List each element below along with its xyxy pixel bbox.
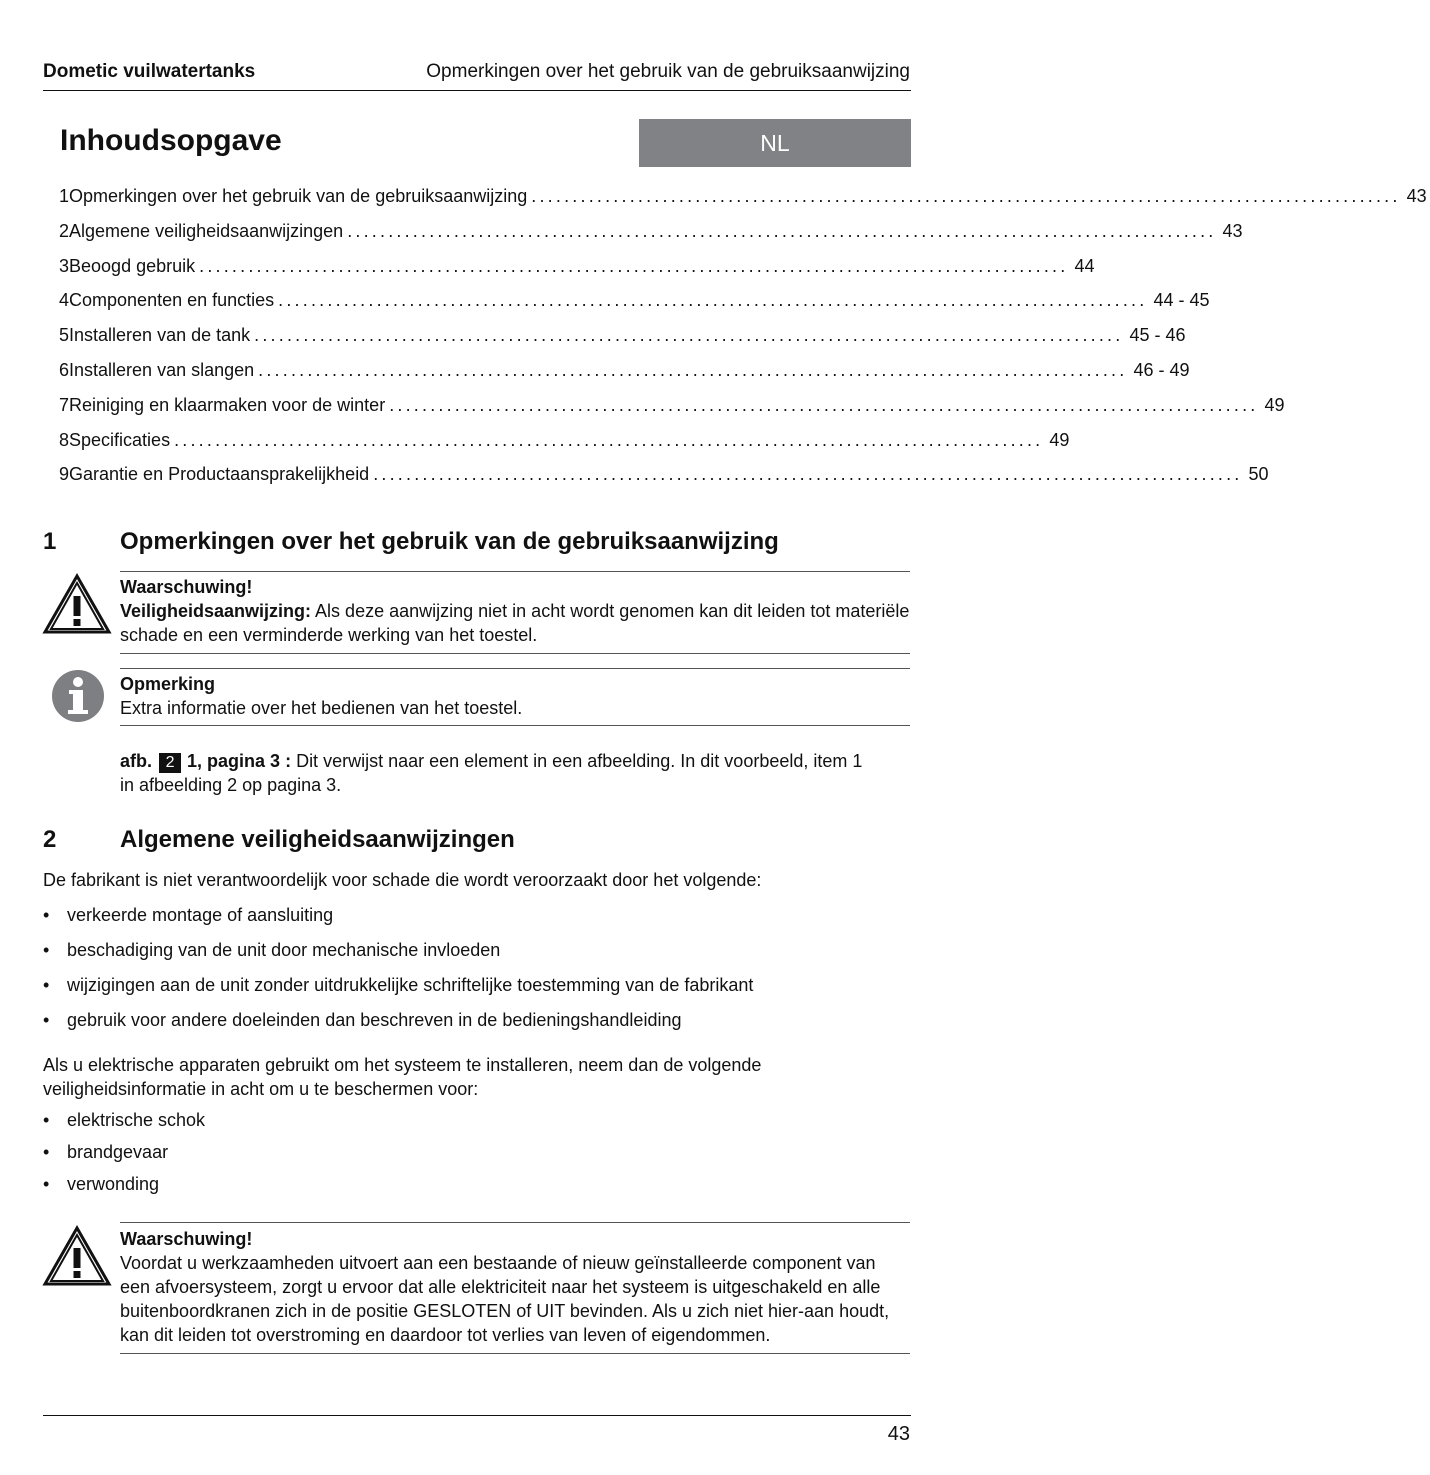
- toc-row[interactable]: [43, 186, 1427, 221]
- page-number: 43: [887, 1423, 910, 1445]
- toc-row[interactable]: [43, 359, 1190, 395]
- toc-number: 9: [59, 464, 70, 485]
- warning-heading: Waarschuwing!: [120, 1229, 253, 1249]
- warning-text: Als deze aanwijzing niet in acht wordt genomen kan dit leiden tot materiële schade en een verminderde werking van het toestel.: [120, 601, 910, 645]
- toc-page: 45 - 46: [1129, 325, 1186, 346]
- toc-title: Componenten en functies: [69, 290, 275, 311]
- warning-text: Voordat u werkzaamheden uitvoert aan een bestaande of nieuw geïnstalleerde component van een afvoersysteem, zorgt u ervoor dat alle elektriciteit naar het systeem is uitgeschakeld en alle buitenboordkranen zich in de positie GESLOTEN of UIT bevinden. Als u zich niet hier-aan houdt, kan dit leiden tot overstroming en daardoor tot verlies van leven of eigendommen.: [120, 1253, 890, 1345]
- list-item-text: verwonding: [67, 1174, 160, 1194]
- figure-reference-explanation: [120, 749, 880, 797]
- toc-page: 49: [1049, 429, 1070, 450]
- toc-number: 7: [59, 394, 70, 415]
- header-divider: [43, 90, 911, 91]
- toc-number: 3: [59, 255, 70, 276]
- toc-title: Specificaties: [69, 429, 171, 450]
- warning-bottom-rule: [120, 653, 910, 654]
- toc-row[interactable]: [43, 290, 1210, 325]
- toc-page: 43: [1222, 220, 1243, 241]
- reference-bold: 1, pagina 3 :: [187, 751, 292, 771]
- list-item: • brandgevaar: [43, 1142, 169, 1162]
- section-2-intro: De fabrikant is niet verantwoordelijk voor schade die wordt veroorzaakt door het volgende:: [43, 870, 762, 890]
- toc-page: 43: [1406, 186, 1427, 206]
- reference-text: Dit verwijst naar een element in een afbeelding. In dit voorbeeld, item 1 in afbeelding 2 op pagina 3.: [120, 751, 863, 795]
- warning-note-1: [120, 575, 910, 647]
- toc-row[interactable]: [43, 394, 1285, 430]
- reference-prefix: afb.: [120, 751, 153, 771]
- list-item: • verkeerde montage of aansluiting: [43, 905, 334, 925]
- list-item: • elektrische schok: [43, 1110, 206, 1130]
- section-2-number: 2: [43, 826, 57, 853]
- list-item: • wijzigingen aan de unit zonder uitdrukkelijke schriftelijke toestemming van de fabrikant: [43, 975, 754, 995]
- toc-page: 44: [1074, 255, 1095, 276]
- toc-page: 50: [1248, 464, 1269, 485]
- toc-leader-dots: ..........................................................................................................: [258, 359, 1128, 380]
- toc-page: 44 - 45: [1153, 290, 1210, 311]
- toc-title: Installeren van de tank: [69, 325, 251, 346]
- info-top-rule: [120, 668, 910, 669]
- list-item: • beschadiging van de unit door mechanische invloeden: [43, 940, 501, 960]
- toc-page: 49: [1264, 394, 1285, 415]
- toc-number: 8: [59, 429, 70, 450]
- toc-leader-dots: ..........................................................................................................: [389, 394, 1259, 415]
- page-title: Inhoudsopgave: [60, 124, 282, 157]
- toc-title: Algemene veiligheidsaanwijzingen: [69, 220, 344, 241]
- warning-bottom-rule: [120, 1353, 910, 1354]
- toc-number: 6: [59, 359, 70, 380]
- warning-top-rule: [120, 571, 910, 572]
- list-item-text: beschadiging van de unit door mechanische invloeden: [67, 940, 501, 960]
- toc-row[interactable]: [43, 325, 1186, 360]
- language-tab-label: NL: [760, 129, 790, 156]
- list-item-text: gebruik voor andere doeleinden dan beschreven in de bedieningshandleiding: [67, 1010, 682, 1030]
- warning-top-rule: [120, 1222, 910, 1223]
- list-item-text: verkeerde montage of aansluiting: [67, 905, 334, 925]
- section-1-title: Opmerkingen over het gebruik van de gebruiksaanwijzing: [120, 528, 779, 555]
- figure-number-badge: 2: [159, 753, 181, 773]
- info-bottom-rule: [120, 725, 910, 726]
- toc-row[interactable]: [43, 255, 1095, 291]
- toc-title: Beoogd gebruik: [69, 255, 196, 276]
- toc-leader-dots: ..........................................................................................................: [347, 220, 1217, 241]
- toc-leader-dots: ..........................................................................................................: [199, 255, 1069, 276]
- table-of-contents: [43, 186, 1427, 499]
- toc-title: Reiniging en klaarmaken voor de winter: [69, 394, 386, 415]
- header-product-name: Dometic vuilwatertanks: [43, 61, 256, 82]
- toc-row[interactable]: [43, 220, 1243, 256]
- section-2-paragraph: Als u elektrische apparaten gebruikt om het systeem te installeren, neem dan de volgende veiligheidsinformatie in acht om u te beschermen voor:: [43, 1055, 762, 1099]
- footer-divider: [43, 1415, 911, 1416]
- list-item: • gebruik voor andere doeleinden dan beschreven in de bedieningshandleiding: [43, 1010, 682, 1030]
- warning-triangle-icon: [43, 574, 111, 634]
- list-item-text: wijzigingen aan de unit zonder uitdrukkelijke schriftelijke toestemming van de fabrikant: [67, 975, 754, 995]
- info-heading: Opmerking: [120, 674, 216, 694]
- toc-leader-dots: ..........................................................................................................: [531, 186, 1401, 206]
- toc-leader-dots: ..........................................................................................................: [278, 290, 1148, 311]
- info-icon: [51, 669, 105, 723]
- list-item-text: elektrische schok: [67, 1110, 206, 1130]
- toc-title: Installeren van slangen: [69, 359, 255, 380]
- warning-heading: Waarschuwing!: [120, 577, 253, 597]
- toc-number: 1: [59, 186, 70, 206]
- language-tab: [639, 119, 911, 167]
- toc-row[interactable]: [43, 429, 1070, 465]
- toc-number: 2: [59, 220, 70, 241]
- list-item: • verwonding: [43, 1174, 160, 1194]
- header-section-title: Opmerkingen over het gebruik van de gebruiksaanwijzing: [426, 61, 910, 82]
- section-1-number: 1: [43, 528, 57, 555]
- toc-number: 5: [59, 325, 70, 346]
- toc-number: 4: [59, 290, 70, 311]
- info-note: [120, 672, 910, 720]
- warning-note-2: [120, 1227, 910, 1347]
- toc-leader-dots: ..........................................................................................................: [254, 325, 1124, 346]
- section-2-title: Algemene veiligheidsaanwijzingen: [120, 826, 515, 853]
- info-text: Extra informatie over het bedienen van het toestel.: [120, 698, 523, 718]
- list-item-text: brandgevaar: [67, 1142, 169, 1162]
- toc-row[interactable]: [43, 464, 1269, 499]
- toc-leader-dots: ..........................................................................................................: [373, 464, 1243, 485]
- toc-title: Opmerkingen over het gebruik van de gebruiksaanwijzing: [69, 186, 528, 206]
- toc-leader-dots: ..........................................................................................................: [174, 429, 1044, 450]
- toc-page: 46 - 49: [1133, 359, 1190, 380]
- warning-triangle-icon: [43, 1226, 111, 1286]
- warning-label: Veiligheidsaanwijzing:: [120, 601, 312, 621]
- toc-title: Garantie en Productaansprakelijkheid: [69, 464, 370, 485]
